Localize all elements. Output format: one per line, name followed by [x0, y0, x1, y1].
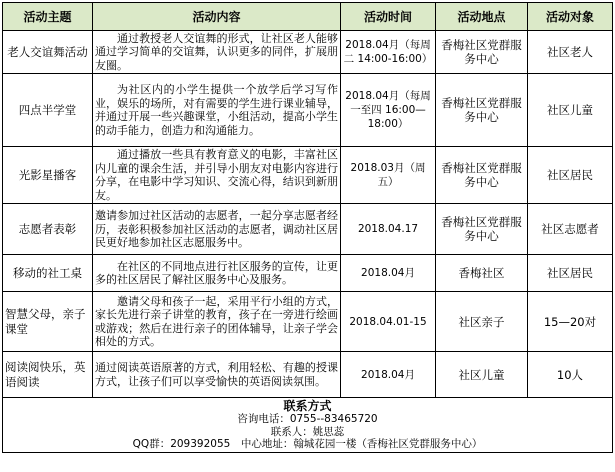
- header-target: 活动对象: [528, 3, 613, 31]
- row-theme: 老人交谊舞活动: [3, 31, 93, 74]
- row-place: 香梅社区党群服务中心: [436, 74, 528, 147]
- row-target: 15—20对: [528, 292, 613, 352]
- row-target: 社区居民: [528, 147, 613, 204]
- table-row: [3, 352, 613, 398]
- row-theme: 移动的社工桌: [3, 255, 93, 292]
- header-time: 活动时间: [341, 3, 436, 31]
- table-row: [3, 255, 613, 292]
- header-theme: 活动主题: [3, 3, 93, 31]
- table-row: [3, 31, 613, 74]
- row-target: 社区儿童: [528, 74, 613, 147]
- contact-phone: 咨询电话：0755--83465720: [237, 413, 378, 426]
- row-place: 香梅社区: [436, 255, 528, 292]
- row-place: 香梅社区党群服务中心: [436, 31, 528, 74]
- row-theme: 光影星播客: [3, 147, 93, 204]
- row-content: 邀请参加过社区活动的志愿者，一起分享志愿者经历，表彰积极参加社区活动的志愿者，调动社区居民更好地参加社区志愿服务中。: [93, 204, 341, 255]
- row-place: 香梅社区党群服务中心: [436, 147, 528, 204]
- header-place: 活动地点: [436, 3, 528, 31]
- row-content: 通过播放一些具有教育意义的电影，丰富社区内儿童的课余生活，并引导小朋友对电影内容进行分享，在电影中学习知识、交流心得，结识到新朋友。: [93, 147, 341, 204]
- table-row: [3, 74, 613, 147]
- contact-qq-address: QQ群：209392055 中心地址：翰城花园一楼（香梅社区党群服务中心）: [132, 438, 483, 451]
- row-target: 社区老人: [528, 31, 613, 74]
- table-row: [3, 147, 613, 204]
- table-row: [3, 292, 613, 352]
- contact-row: [3, 398, 613, 453]
- row-time: 2018.04月（每周一至四 16:00—18:00）: [341, 74, 436, 147]
- table-row: [3, 204, 613, 255]
- row-time: 2018.03月（周五）: [341, 147, 436, 204]
- activity-table: [2, 2, 613, 453]
- contact-section: [3, 398, 613, 453]
- row-target: 10人: [528, 352, 613, 398]
- row-content: 邀请父母和孩子一起，采用平行小组的方式，家长先进行亲子讲堂的教育，孩子在一旁进行绘画或游戏；然后在进行亲子的团体辅导，让亲子学会相处的方式。: [93, 292, 341, 352]
- row-content: 通过阅读英语原著的方式，利用轻松、有趣的授课方式，让孩子们可以享受愉快的英语阅读氛围。: [93, 352, 341, 398]
- contact-person: 联系人：姚思蕊: [270, 425, 345, 438]
- row-theme: 智慧父母，亲子课堂: [3, 292, 93, 352]
- row-content: 在社区的不同地点进行社区服务的宣传，让更多的社区居民了解社区服务中心及服务。: [93, 255, 341, 292]
- row-place: 社区亲子: [436, 292, 528, 352]
- row-time: 2018.04.17: [341, 204, 436, 255]
- row-theme: 阅读阅快乐，英语阅读: [3, 352, 93, 398]
- row-time: 2018.04月: [341, 352, 436, 398]
- row-content: 为社区内的小学生提供一个放学后学习写作业，娱乐的场所，对有需要的学生进行课业辅导，并通过开展一些兴趣课堂，小组活动，提高小学生的动手能力，创造力和沟通能力。: [93, 74, 341, 147]
- row-time: 2018.04月: [341, 255, 436, 292]
- row-target: 社区居民: [528, 255, 613, 292]
- row-place: 社区儿童: [436, 352, 528, 398]
- row-content: 通过教授老人交谊舞的形式，让社区老人能够通过学习简单的交谊舞，认识更多的同伴，扩展朋友圈。: [93, 31, 341, 74]
- table-header-row: [3, 3, 613, 31]
- contact-title: 联系方式: [283, 399, 332, 414]
- row-target: 社区志愿者: [528, 204, 613, 255]
- row-place: 香梅社区党群服务中心: [436, 204, 528, 255]
- row-time: 2018.04月（每周二 14:00-16:00）: [341, 31, 436, 74]
- row-theme: 四点半学堂: [3, 74, 93, 147]
- row-time: 2018.04.01-15: [341, 292, 436, 352]
- row-theme: 志愿者表彰: [3, 204, 93, 255]
- header-content: 活动内容: [93, 3, 341, 31]
